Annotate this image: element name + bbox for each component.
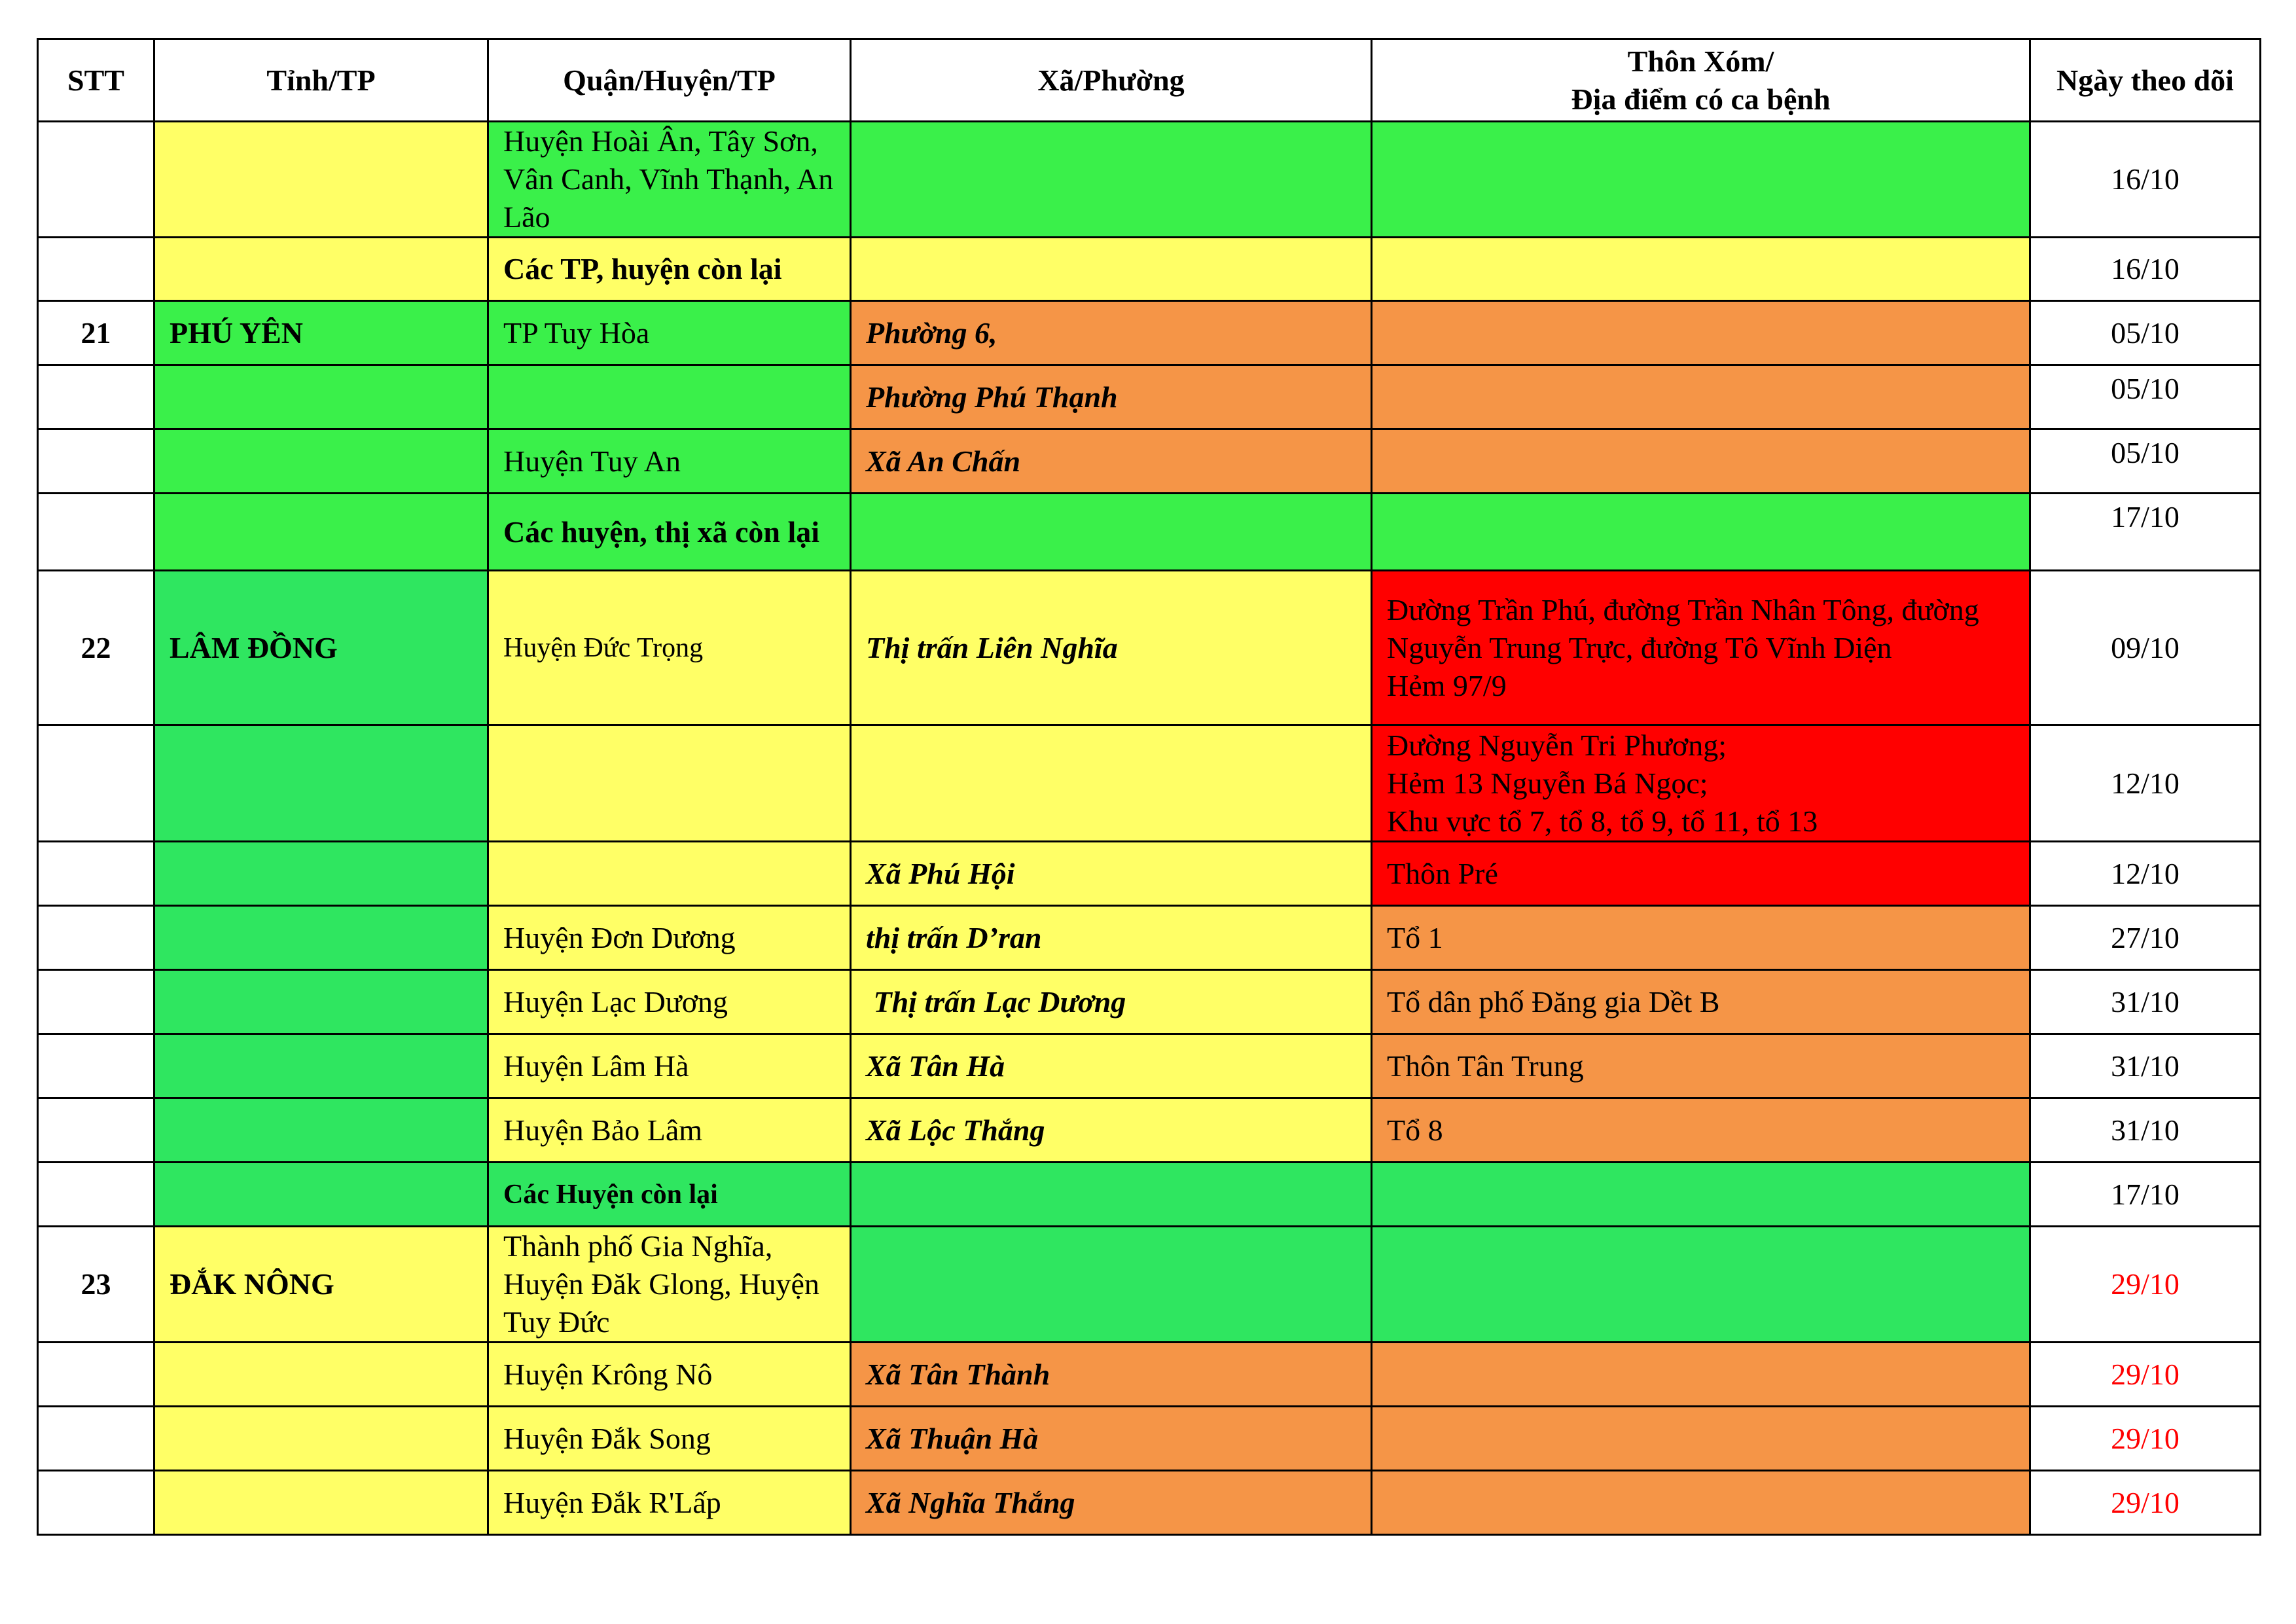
- ward-cell: Thị trấn Liên Nghĩa: [851, 571, 1372, 725]
- date-cell: 09/10: [2030, 571, 2261, 725]
- village-cell: Thôn Pré: [1372, 842, 2030, 906]
- stt-cell: [38, 906, 154, 970]
- header-date: Ngày theo dõi: [2030, 39, 2261, 122]
- district-cell: Các TP, huyện còn lại: [488, 238, 851, 301]
- table-row: [38, 725, 2261, 842]
- date-cell: 27/10: [2030, 906, 2261, 970]
- district-cell: Huyện Lạc Dương: [488, 970, 851, 1034]
- date-cell: 05/10: [2030, 429, 2261, 494]
- stt-cell: 23: [38, 1227, 154, 1343]
- date-cell: 05/10: [2030, 365, 2261, 429]
- ward-cell: [851, 238, 1372, 301]
- ward-cell: [851, 1163, 1372, 1227]
- province-cell: LÂM ĐỒNG: [154, 571, 488, 725]
- province-cell: [154, 429, 488, 494]
- ward-cell: [851, 725, 1372, 842]
- village-cell: Tổ 8: [1372, 1098, 2030, 1163]
- province-cell: [154, 906, 488, 970]
- stt-cell: [38, 494, 154, 571]
- ward-cell: [851, 1227, 1372, 1343]
- village-cell: [1372, 301, 2030, 365]
- ward-cell: Xã Nghĩa Thắng: [851, 1471, 1372, 1535]
- ward-cell: Thị trấn Lạc Dương: [851, 970, 1372, 1034]
- stt-cell: [38, 725, 154, 842]
- date-cell: 29/10: [2030, 1227, 2261, 1343]
- date-cell: 16/10: [2030, 238, 2261, 301]
- stt-cell: [38, 1471, 154, 1535]
- date-cell: 29/10: [2030, 1343, 2261, 1407]
- province-cell: [154, 970, 488, 1034]
- district-cell: Huyện Đơn Dương: [488, 906, 851, 970]
- header-village-line1: Thôn Xóm/: [1627, 44, 1774, 78]
- table-row: [38, 1163, 2261, 1227]
- village-cell: Đường Trần Phú, đường Trần Nhân Tông, đường Nguyễn Trung Trực, đường Tô Vĩnh Diện Hẻm 97/9: [1372, 571, 2030, 725]
- date-cell: 31/10: [2030, 1098, 2261, 1163]
- district-cell: Huyện Đắk R'Lấp: [488, 1471, 851, 1535]
- ward-cell: Xã Tân Thành: [851, 1343, 1372, 1407]
- village-cell: [1372, 1471, 2030, 1535]
- district-cell: [488, 725, 851, 842]
- district-cell: Thành phố Gia Nghĩa, Huyện Đăk Glong, Huyện Tuy Đức: [488, 1227, 851, 1343]
- table-row: [38, 1227, 2261, 1343]
- date-cell: 12/10: [2030, 725, 2261, 842]
- district-cell: Các Huyện còn lại: [488, 1163, 851, 1227]
- province-cell: [154, 1034, 488, 1098]
- province-cell: [154, 842, 488, 906]
- village-cell: [1372, 365, 2030, 429]
- table-row: [38, 1343, 2261, 1407]
- ward-cell: Xã Tân Hà: [851, 1034, 1372, 1098]
- village-cell: Tổ 1: [1372, 906, 2030, 970]
- district-cell: Huyện Đức Trọng: [488, 571, 851, 725]
- province-cell: [154, 725, 488, 842]
- village-cell: [1372, 1343, 2030, 1407]
- stt-cell: [38, 122, 154, 238]
- stt-cell: [38, 365, 154, 429]
- header-village-line2: Địa điểm có ca bệnh: [1571, 82, 1831, 116]
- ward-cell: Xã Thuận Hà: [851, 1407, 1372, 1471]
- district-cell: Các huyện, thị xã còn lại: [488, 494, 851, 571]
- header-ward: Xã/Phường: [851, 39, 1372, 122]
- village-cell: [1372, 1227, 2030, 1343]
- province-cell: [154, 1407, 488, 1471]
- village-cell: Đường Nguyễn Tri Phương; Hẻm 13 Nguyễn Bá Ngọc; Khu vực tổ 7, tổ 8, tổ 9, tổ 11, tổ 13: [1372, 725, 2030, 842]
- ward-cell: Xã Lộc Thắng: [851, 1098, 1372, 1163]
- village-cell: Tổ dân phố Đăng gia Dềt B: [1372, 970, 2030, 1034]
- table-row: [38, 906, 2261, 970]
- ward-cell: Xã An Chấn: [851, 429, 1372, 494]
- table-row: [38, 494, 2261, 571]
- village-cell: [1372, 1163, 2030, 1227]
- district-cell: Huyện Tuy An: [488, 429, 851, 494]
- district-cell: Huyện Đắk Song: [488, 1407, 851, 1471]
- ward-cell: [851, 494, 1372, 571]
- province-cell: [154, 238, 488, 301]
- province-cell: [154, 365, 488, 429]
- date-cell: 29/10: [2030, 1407, 2261, 1471]
- district-cell: Huyện Krông Nô: [488, 1343, 851, 1407]
- district-cell: Huyện Hoài Ân, Tây Sơn, Vân Canh, Vĩnh Thạnh, An Lão: [488, 122, 851, 238]
- table-row: [38, 429, 2261, 494]
- stt-cell: [38, 1098, 154, 1163]
- stt-cell: [38, 1407, 154, 1471]
- date-cell: 31/10: [2030, 970, 2261, 1034]
- stt-cell: [38, 1034, 154, 1098]
- province-cell: [154, 1343, 488, 1407]
- district-cell: Huyện Bảo Lâm: [488, 1098, 851, 1163]
- ward-cell: Phường Phú Thạnh: [851, 365, 1372, 429]
- province-cell: [154, 1163, 488, 1227]
- stt-cell: [38, 842, 154, 906]
- table-row: [38, 1034, 2261, 1098]
- header-province: Tỉnh/TP: [154, 39, 488, 122]
- district-cell: Huyện Lâm Hà: [488, 1034, 851, 1098]
- ward-cell: thị trấn D’ran: [851, 906, 1372, 970]
- village-cell: Thôn Tân Trung: [1372, 1034, 2030, 1098]
- date-cell: 17/10: [2030, 494, 2261, 571]
- province-cell: PHÚ YÊN: [154, 301, 488, 365]
- date-cell: 12/10: [2030, 842, 2261, 906]
- date-cell: 05/10: [2030, 301, 2261, 365]
- stt-cell: 22: [38, 571, 154, 725]
- ward-cell: [851, 122, 1372, 238]
- village-cell: [1372, 122, 2030, 238]
- table-row: [38, 970, 2261, 1034]
- header-row: [38, 39, 2261, 122]
- village-cell: [1372, 1407, 2030, 1471]
- village-cell: [1372, 429, 2030, 494]
- district-cell: [488, 365, 851, 429]
- table-row: [38, 365, 2261, 429]
- district-cell: [488, 842, 851, 906]
- table-row: [38, 122, 2261, 238]
- date-cell: 29/10: [2030, 1471, 2261, 1535]
- stt-cell: [38, 1343, 154, 1407]
- header-stt: STT: [38, 39, 154, 122]
- date-cell: 31/10: [2030, 1034, 2261, 1098]
- stt-cell: [38, 970, 154, 1034]
- header-village: [1372, 39, 2030, 122]
- village-cell: [1372, 494, 2030, 571]
- stt-cell: [38, 429, 154, 494]
- date-cell: 17/10: [2030, 1163, 2261, 1227]
- stt-cell: [38, 1163, 154, 1227]
- ward-cell: Xã Phú Hội: [851, 842, 1372, 906]
- stt-cell: 21: [38, 301, 154, 365]
- date-cell: 16/10: [2030, 122, 2261, 238]
- province-cell: [154, 122, 488, 238]
- table-row: [38, 842, 2261, 906]
- header-district: Quận/Huyện/TP: [488, 39, 851, 122]
- province-cell: [154, 1471, 488, 1535]
- table-row: [38, 301, 2261, 365]
- monitoring-table: [37, 38, 2261, 1536]
- province-cell: [154, 1098, 488, 1163]
- table-row: [38, 1098, 2261, 1163]
- table-row: [38, 1471, 2261, 1535]
- district-cell: TP Tuy Hòa: [488, 301, 851, 365]
- stt-cell: [38, 238, 154, 301]
- ward-cell: Phường 6,: [851, 301, 1372, 365]
- table-row: [38, 571, 2261, 725]
- table-row: [38, 238, 2261, 301]
- province-cell: [154, 494, 488, 571]
- table-row: [38, 1407, 2261, 1471]
- province-cell: ĐẮK NÔNG: [154, 1227, 488, 1343]
- village-cell: [1372, 238, 2030, 301]
